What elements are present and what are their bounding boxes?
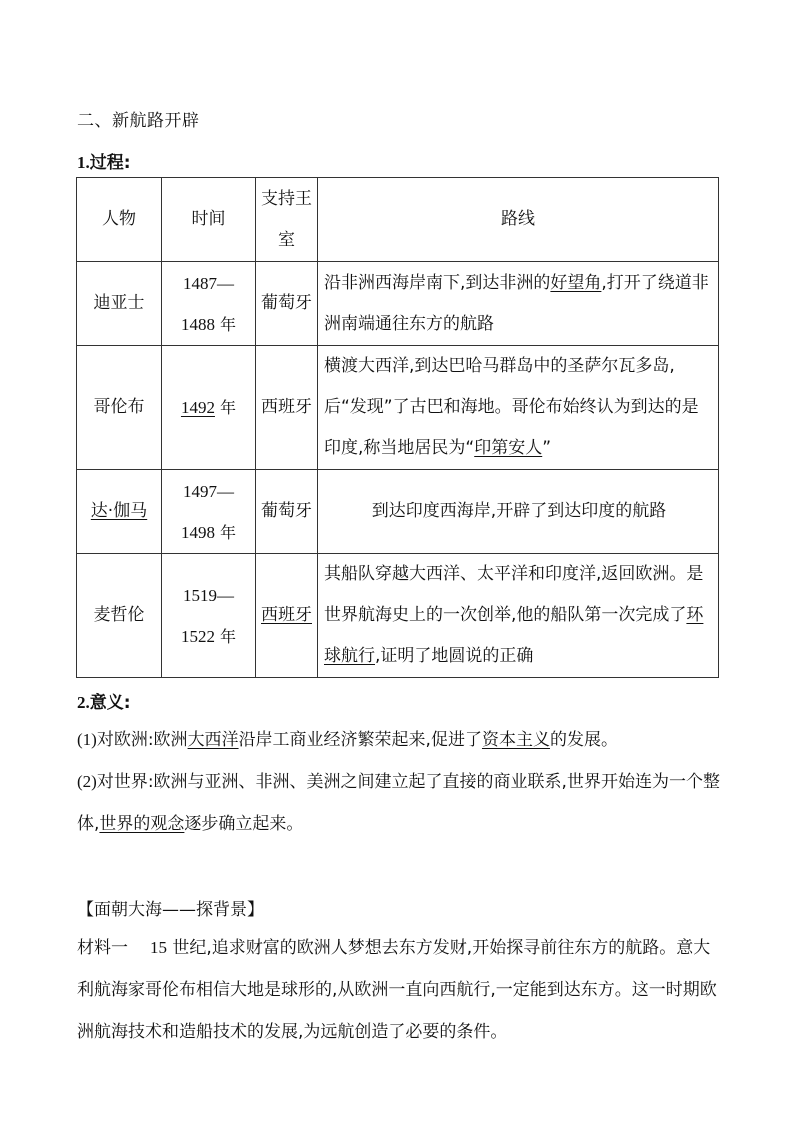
year-to: 1522 (180, 626, 215, 646)
answer-underline: 环球航行 (324, 605, 704, 666)
cell-person: 迪亚士 (77, 262, 162, 346)
answer-underline: 世界的观念 (99, 814, 185, 834)
answer-underline: 资本主义 (481, 730, 550, 750)
table-row (77, 262, 719, 346)
person-underlined: 达·伽马 (90, 501, 148, 521)
table-row (77, 554, 719, 678)
significance-point-2: (2)对世界:欧洲与亚洲、非洲、美洲之间建立起了直接的商业联系,世界开始连为一个整体,世界的观念逐步确立起来。 (77, 772, 720, 834)
cell-time (162, 262, 256, 346)
year-to: 1498 (180, 522, 215, 542)
cell-route: 沿非洲西海岸南下,到达非洲的好望角,打开了绕道非洲南端通往东方的航路 (318, 262, 719, 346)
year-to: 1488 (180, 314, 215, 334)
answer-underline: 好望角 (550, 272, 602, 293)
cell-time (162, 346, 256, 470)
header-time: 时间 (162, 178, 256, 262)
cell-route: 到达印度西海岸,开辟了到达印度的航路 (318, 470, 719, 554)
process-number: 1. (77, 153, 90, 172)
year-unit: 年 (214, 398, 237, 417)
cell-person (77, 470, 162, 554)
year-underlined: 1492 (180, 398, 215, 417)
cell-person: 哥伦布 (77, 346, 162, 470)
header-support-line1: 支持王 (261, 188, 312, 209)
significance-label: 意义: (89, 693, 131, 713)
cell-support: 葡萄牙 (256, 262, 318, 346)
year-unit: 年 (214, 314, 237, 334)
year-from: 1497— (183, 481, 234, 501)
cell-support (256, 554, 318, 678)
significance-number: 2. (77, 693, 90, 712)
year-from: 1487— (183, 273, 234, 293)
year-from: 1519— (183, 585, 234, 605)
cell-person: 麦哲伦 (77, 554, 162, 678)
significance-point-1: (1)对欧洲:欧洲大西洋沿岸工商业经济繁荣起来,促进了资本主义的发展。 (77, 730, 618, 750)
section-title: 二、新航路开辟 (77, 111, 200, 131)
voyages-table (76, 177, 719, 678)
table-row (77, 470, 719, 554)
answer-underline: 印第安人 (474, 438, 543, 458)
header-person: 人物 (77, 178, 162, 262)
support-underlined: 西班牙 (261, 605, 312, 625)
cell-time (162, 470, 256, 554)
cell-support: 西班牙 (256, 346, 318, 470)
header-support-line2: 室 (278, 229, 295, 250)
process-heading (77, 148, 131, 173)
section-tag: 【面朝大海——探背景】 (77, 900, 264, 920)
header-support (256, 178, 318, 262)
significance-heading (77, 688, 131, 713)
year-unit: 年 (214, 626, 237, 646)
answer-underline: 大西洋 (187, 730, 239, 750)
cell-support: 葡萄牙 (256, 470, 318, 554)
material-paragraph: 材料一 15 世纪,追求财富的欧洲人梦想去东方发财,开始探寻前往东方的航路。意大利航海家哥伦布相信大地是球形的,从欧洲一直向西航行,一定能到达东方。这一时期欧洲航海技术和造船技术的发展,为远航创造了必要的条件。 (77, 938, 717, 1042)
material-label: 材料一 (77, 938, 128, 958)
year-unit: 年 (214, 522, 237, 542)
table-row (77, 346, 719, 470)
table-header-row (77, 178, 719, 262)
cell-time (162, 554, 256, 678)
cell-route: 横渡大西洋,到达巴哈马群岛中的圣萨尔瓦多岛,后“发现”了古巴和海地。哥伦布始终认为到达的是印度,称当地居民为“印第安人” (318, 346, 719, 470)
cell-route: 其船队穿越大西洋、太平洋和印度洋,返回欧洲。是世界航海史上的一次创举,他的船队第一次完成了环球航行,证明了地圆说的正确 (318, 554, 719, 678)
process-label: 过程: (89, 153, 131, 173)
header-route: 路线 (318, 178, 719, 262)
